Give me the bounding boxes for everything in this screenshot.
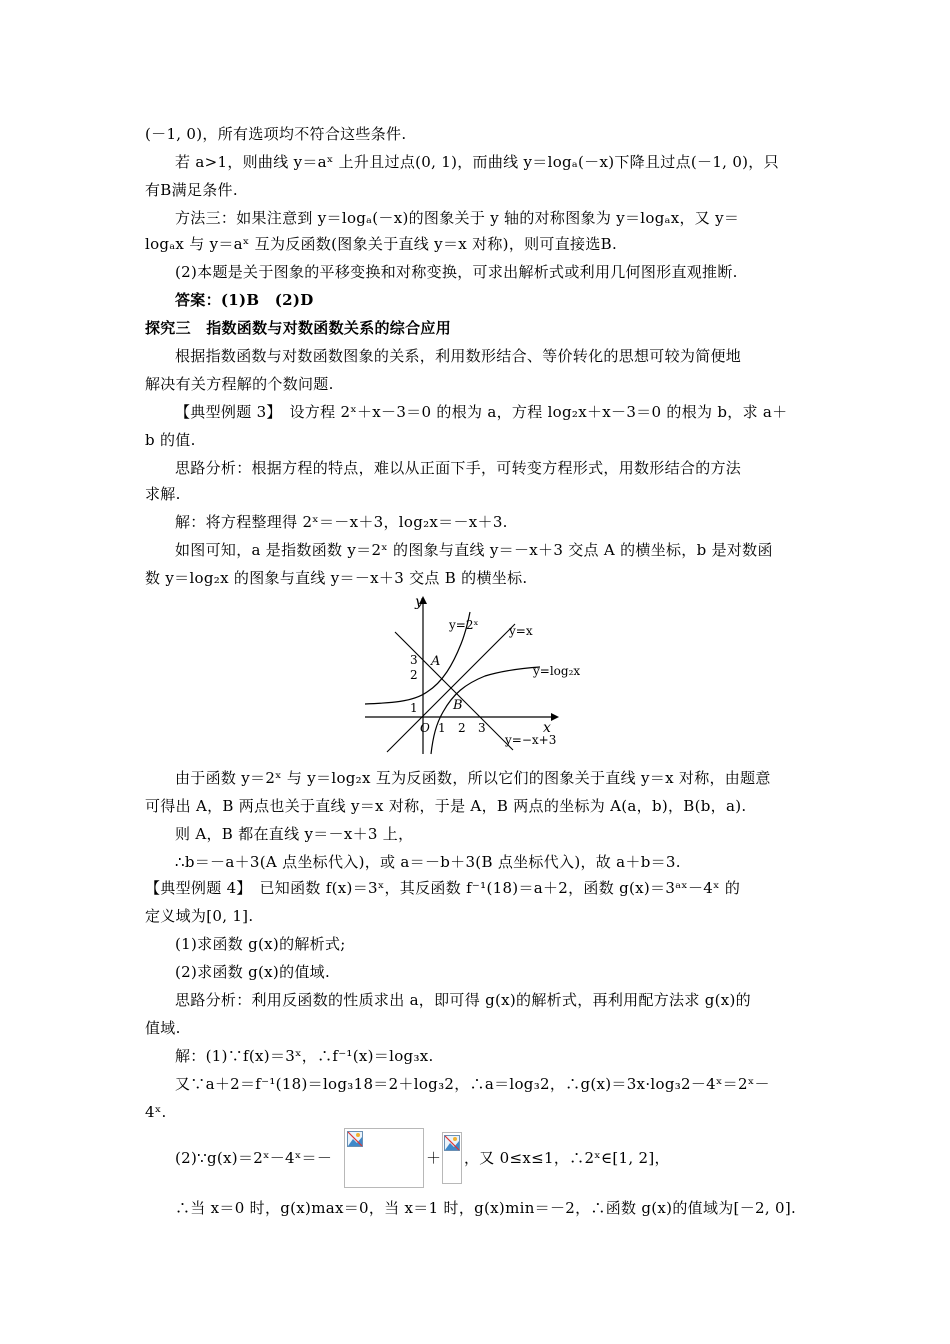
text-line: 有B满足条件. [145,181,238,199]
text-line: 解决有关方程解的个数问题. [145,375,334,393]
text-line: b 的值. [145,431,196,449]
text-line: logₐx 与 y＝aˣ 互为反函数(图象关于直线 y＝x 对称)，则可直接选B. [145,235,618,253]
log-curve-label: y=log₂x [533,664,581,678]
x-axis-label: x [543,720,551,736]
identity-line-label: y=x [509,624,533,638]
point-b-label: B [453,698,463,713]
x-axis-arrow [551,713,559,721]
text-line: ∴当 x＝0 时，g(x)max＝0，当 x＝1 时，g(x)min＝－2，∴函数 g(x)的值域为[－2, 0]. [175,1199,797,1217]
text-line: 方法三：如果注意到 y＝logₐ(－x)的图象关于 y 轴的对称图象为 y＝logₐx，又 y＝ [175,209,740,227]
text-line: (2)本题是关于图象的平移变换和对称变换，可求出解析式或利用几何图形直观推断. [175,263,738,281]
text-line: 定义域为[0, 1]. [145,907,254,925]
formula-line-part1: (2)∵g(x)＝2ˣ－4ˣ＝－ [175,1149,333,1167]
formula-plus-sign: ＋ [426,1149,442,1167]
analysis-line: 思路分析：根据方程的特点，难以从正面下手，可转变方程形式，用数形结合的方法 [175,459,742,477]
text-line: 又∵a＋2＝f⁻¹(18)＝log₃18＝2＋log₃2，∴a＝log₃2，∴g(x)＝3x·log₃2－4ˣ＝2ˣ－ [175,1075,770,1093]
function-graph-figure [365,592,581,754]
text-line: 如图可知，a 是指数函数 y＝2ˣ 的图象与直线 y＝－x＋3 交点 A 的横坐标，b 是对数函 [175,541,773,559]
answer-line: 答案：(1)B (2)D [175,291,314,309]
y-tick-3: 3 [410,653,418,667]
solution-line: 解：(1)∵f(x)＝3ˣ，∴f⁻¹(x)＝log₃x. [175,1047,434,1065]
text-line: 若 a>1，则曲线 y＝aˣ 上升且过点(0, 1)，而曲线 y＝logₐ(－x)下降且过点(－1, 0)，只 [175,153,779,171]
example-heading: 【典型例题 3】 设方程 2ˣ＋x－3＝0 的根为 a，方程 log₂x＋x－3＝0 的根为 b，求 a＋ [175,403,788,421]
exp-curve-label: y=2ˣ [449,618,479,632]
section-heading: 探究三 指数函数与对数函数关系的综合应用 [145,319,452,337]
text-line: 由于函数 y＝2ˣ 与 y＝log₂x 互为反函数，所以它们的图象关于直线 y＝x 对称，由题意 [175,769,771,787]
decreasing-line-label: y=−x+3 [505,733,557,747]
x-tick-3: 3 [478,721,486,735]
example-heading: 【典型例题 4】 已知函数 f(x)＝3ˣ，其反函数 f⁻¹(18)＝a＋2，函数 g(x)＝3ᵃˣ－4ˣ 的 [145,879,741,897]
x-tick-1: 1 [438,721,446,735]
text-line: 根据指数函数与对数函数图象的关系，利用数形结合、等价转化的思想可较为简便地 [175,347,742,365]
solution-line: 解：将方程整理得 2ˣ＝－x＋3，log₂x＝－x＋3. [175,513,508,531]
text-line: 则 A，B 都在直线 y＝－x＋3 上， [175,825,414,843]
text-line: 4ˣ. [145,1103,167,1121]
y-axis-label: y [415,594,423,610]
point-a-label: A [431,654,441,669]
text-line: (1)求函数 g(x)的解析式; [175,935,346,953]
text-line: (2)求函数 g(x)的值域. [175,963,331,981]
text-line: 求解. [145,485,181,503]
broken-image-icon [444,1135,460,1151]
text-line: 数 y＝log₂x 的图象与直线 y＝－x＋3 交点 B 的横坐标. [145,569,528,587]
y-tick-1: 1 [410,701,418,715]
text-line: (－1, 0)，所有选项均不符合这些条件. [145,125,407,143]
analysis-line: 思路分析：利用反函数的性质求出 a，即可得 g(x)的解析式，再利用配方法求 g(x)的 [175,991,751,1009]
missing-formula-image [442,1132,462,1184]
decreasing-line [395,632,513,750]
x-tick-2: 2 [458,721,466,735]
y-tick-2: 2 [410,668,418,682]
broken-image-icon [347,1131,363,1147]
text-line: ∴b＝－a＋3(A 点坐标代入)，或 a＝－b＋3(B 点坐标代入)，故 a＋b＝3. [175,853,681,871]
missing-formula-image [344,1128,424,1188]
origin-label: O [420,721,430,735]
text-line: 值域. [145,1019,181,1037]
text-line: 可得出 A，B 两点也关于直线 y＝x 对称，于是 A，B 两点的坐标为 A(a，b)，B(b，a). [145,797,747,815]
formula-line-part2: ，又 0≤x≤1，∴2ˣ∈[1, 2]， [464,1149,670,1167]
